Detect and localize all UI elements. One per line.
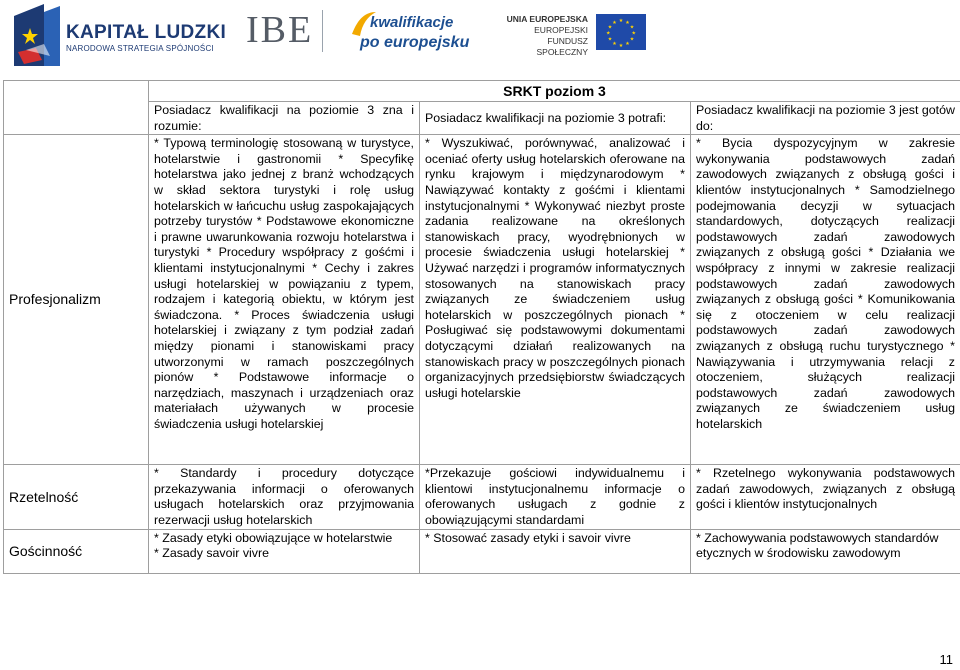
goscinnosc-knowledge bbox=[149, 529, 420, 573]
profesjonalizm-skills: * Wyszukiwać, porównywać, analizować i oceniać oferty usług hotelarskich oferowane na rynku krajowym i międzynarodowym * Nawiązywać kontakty z gośćmi i klientami instytucjonalnymi * Wykonywać niezbyt proste zadania realizowane na określonych stanowiskach pracy, wyodrębnionych w procesie świadczenia usługi hotelarskiej * Używać narzędzi i programów informatycznych stosowanych na stanowiskach pracy związanych ze świadczeniem usług hotelarskich w poszczególnych pionach * Posługiwać się podstawowymi dokumentami dotyczącymi działań realizowanych na stanowiskach pracy w poszczególnych pionach organizacyjnych przedsiębiorstw świadczących usługi hotelarskie bbox=[420, 135, 691, 465]
kapital-ludzki-title: KAPITAŁ LUDZKI bbox=[66, 22, 227, 43]
table-header-row bbox=[4, 81, 960, 102]
svg-text:★: ★ bbox=[625, 19, 630, 26]
goscinnosc-competences: * Zachowywania podstawowych standardów etycznych w środowisku zawodowym bbox=[691, 529, 960, 573]
eu-text-line2: EUROPEJSKI bbox=[534, 25, 588, 35]
eu-text-line1: UNIA EUROPEJSKA bbox=[506, 14, 588, 24]
logo-bar bbox=[0, 0, 960, 70]
rzetelnosc-competences: * Rzetelnego wykonywania podstawowych zadań zawodowych, związanych z obsługą gości i klientów instytucjonalnych bbox=[691, 465, 960, 529]
goscinnosc-knowledge-line2: * Zasady savoir vivre bbox=[154, 546, 269, 561]
kwalifikacje-line1: kwalifikacje bbox=[370, 14, 454, 31]
header-empty-cell bbox=[4, 81, 149, 135]
table-title: SRKT poziom 3 bbox=[149, 81, 960, 102]
ibe-logo: IBE bbox=[246, 9, 314, 51]
svg-text:★: ★ bbox=[612, 19, 617, 26]
eu-flag-icon bbox=[596, 14, 646, 50]
qualification-table bbox=[3, 80, 960, 574]
kapital-ludzki-subtitle: NARODOWA STRATEGIA SPÓJNOŚCI bbox=[66, 44, 214, 53]
svg-text:★: ★ bbox=[605, 30, 611, 37]
table-row bbox=[4, 529, 960, 573]
category-profesjonalizm: Profesjonalizm bbox=[4, 135, 149, 465]
svg-text:★: ★ bbox=[629, 24, 635, 31]
category-rzetelnosc: Rzetelność bbox=[4, 465, 149, 529]
svg-text:★: ★ bbox=[631, 30, 637, 37]
kwalifikacje-line2: po europejsku bbox=[360, 34, 470, 51]
rzetelnosc-knowledge: * Standardy i procedury dotyczące przekazywania informacji o oferowanych usługach hotelarskich oraz przyjmowania rezerwacji usług hotelarskich bbox=[149, 465, 420, 529]
col3-title: Posiadacz kwalifikacji na poziomie 3 jest gotów do: bbox=[691, 102, 960, 135]
svg-text:★: ★ bbox=[618, 43, 624, 49]
svg-text:★: ★ bbox=[612, 41, 617, 47]
table-row bbox=[4, 465, 960, 529]
profesjonalizm-knowledge: * Typową terminologię stosowaną w turystyce, hotelarstwie i gastronomii * Specyfikę hotelarstwa jako jednej z branż wchodzących w skład sektora turystyki i rolę usług hotelarskich w łańcuchu usług zaspokajających potrzeby turystów * Podstawowe ekonomiczne i prawne uwarunkowania rozwoju hotelarstwa i turystyki * Procedury współpracy z gośćmi i klientami instytucjonalnymi * Cechy i zakres usługi hotelarskiej w powiązaniu z typem, rodzajem i kategorią obiektu, w którym jest świadczona. * Proces świadczenia usługi hotelarskiej i związany z tym podział zadań między pionami i stanowiskami pracy utworzonymi w ramach poszczególnych pionów * Podstawowe informacje o narzędziach, maszynach i urządzeniach oraz materiałach używanych w procesie świadczenia usługi hotelarskiej bbox=[149, 135, 420, 465]
goscinnosc-skills: * Stosować zasady etyki i savoir vivre bbox=[420, 529, 691, 573]
rzetelnosc-skills: *Przekazuje gościowi indywidualnemu i klientowi instytucjonalnemu informacje o oferowanych usługach z godnie z obowiązującymi standardami bbox=[420, 465, 691, 529]
col1-title: Posiadacz kwalifikacji na poziomie 3 zna i rozumie: bbox=[149, 102, 420, 135]
logo-separator bbox=[322, 10, 323, 52]
table-row bbox=[4, 135, 960, 465]
svg-text:★: ★ bbox=[625, 41, 630, 47]
profesjonalizm-competences: * Bycia dyspozycyjnym w zakresie wykonywania podstawowych zadań zawodowych związanych z obsługą gości i klientów instytucjonalnych * Samodzielnego podejmowania decyzji w sytuacjach standardowych, dotyczących realizacji podstawowych zadań zawodowych związanych z obsługą gości * Działania we współpracy z innymi w zakresie realizacji podstawowych zadań zawodowych związanych z obsługą gości * Komunikowania się z otoczeniem w celu realizacji podstawowych zadań zawodowych związanych z obsługą ruchu turystycznego * Nawiązywania i utrzymywania relacji z otoczeniem, służących realizacji podstawowych zadań zawodowych związanych ze świadczeniem usług hotelarskich bbox=[691, 135, 960, 465]
svg-text:★: ★ bbox=[607, 24, 613, 31]
svg-text:★: ★ bbox=[629, 36, 635, 43]
eu-text-line3: FUNDUSZ SPOŁECZNY bbox=[536, 36, 588, 57]
eu-text bbox=[500, 14, 588, 58]
eu-logo bbox=[500, 14, 650, 57]
goscinnosc-knowledge-line1: * Zasady etyki obowiązujące w hotelarstwie bbox=[154, 530, 393, 545]
col2-title: Posiadacz kwalifikacji na poziomie 3 potrafi: bbox=[420, 102, 691, 135]
category-goscinnosc: Gościnność bbox=[4, 529, 149, 573]
svg-text:★: ★ bbox=[618, 18, 624, 24]
kapital-ludzki-emblem-icon bbox=[14, 4, 60, 66]
page-number: 11 bbox=[939, 652, 953, 667]
svg-text:★: ★ bbox=[607, 36, 613, 43]
kapital-ludzki-logo bbox=[14, 4, 227, 66]
